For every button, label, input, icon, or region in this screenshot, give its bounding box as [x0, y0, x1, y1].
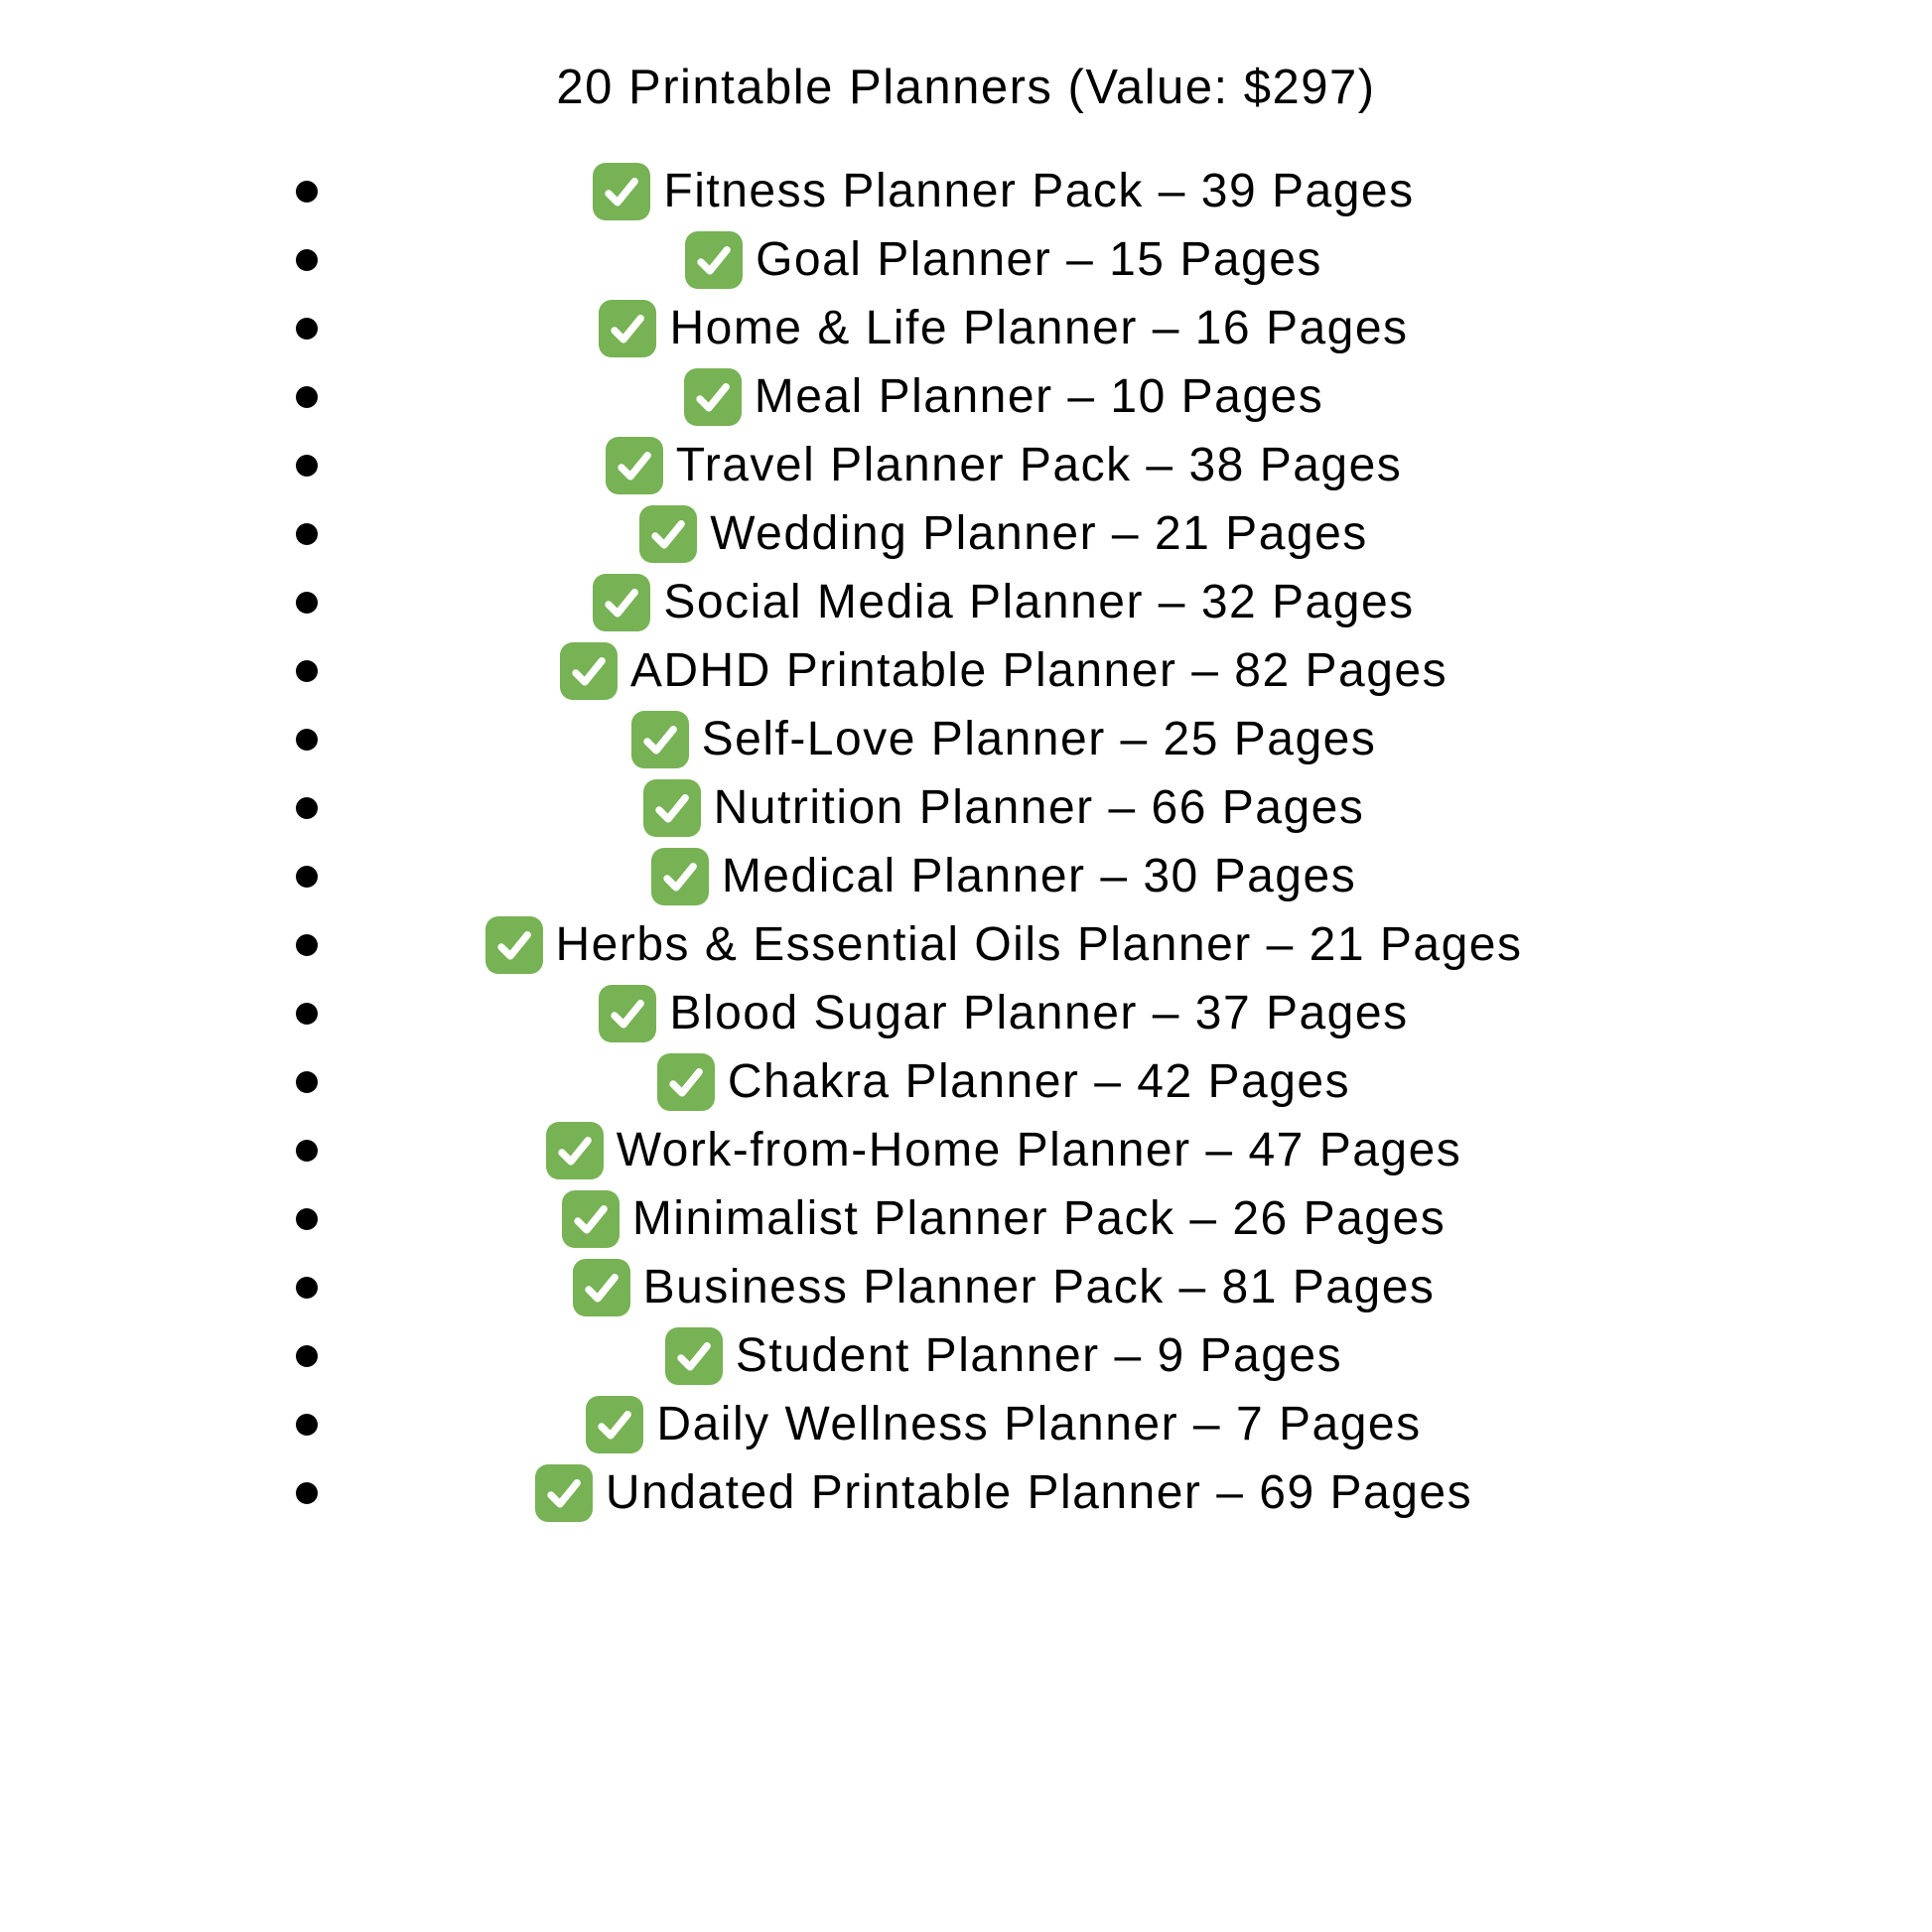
checkmark-icon [657, 1053, 715, 1111]
list-item-content [665, 1326, 1342, 1386]
bullet-marker [296, 1345, 318, 1367]
bullet-marker [296, 1414, 318, 1436]
planner-label: Self-Love Planner – 25 Pages [701, 712, 1377, 765]
checkmark-icon [684, 368, 742, 426]
list-item-content [546, 1121, 1462, 1180]
checkmark-icon [560, 642, 618, 700]
bullet-marker [296, 934, 318, 956]
list-item-content [606, 436, 1403, 495]
checkmark-icon [573, 1259, 630, 1316]
checkmark-icon [631, 711, 689, 768]
list-item [0, 1116, 1932, 1184]
planner-label: Medical Planner – 30 Pages [721, 849, 1357, 902]
bullet-marker [296, 1277, 318, 1299]
list-item [0, 499, 1932, 568]
checkmark-icon [593, 574, 650, 631]
planner-label: ADHD Printable Planner – 82 Pages [629, 643, 1449, 697]
list-item [0, 979, 1932, 1047]
list-item [0, 362, 1932, 431]
planner-label: Meal Planner – 10 Pages [754, 369, 1324, 423]
list-item [0, 431, 1932, 499]
list-item [0, 157, 1932, 225]
page-title: 20 Printable Planners (Value: $297) [556, 61, 1376, 114]
list-item-content [593, 162, 1414, 221]
list-item-content [639, 504, 1368, 564]
checkmark-icon [643, 779, 701, 837]
bullet-marker [296, 249, 318, 271]
checkmark-icon [651, 848, 709, 905]
list-item-content [485, 915, 1523, 975]
checkmark-icon [665, 1327, 723, 1385]
bullet-marker [296, 1208, 318, 1230]
planner-label: Social Media Planner – 32 Pages [663, 575, 1415, 628]
planner-label: Wedding Planner – 21 Pages [710, 506, 1368, 560]
list-item-content [657, 1052, 1350, 1112]
planner-label: Goal Planner – 15 Pages [756, 232, 1322, 286]
bullet-marker [296, 729, 318, 751]
list-item-content [599, 299, 1408, 358]
list-item-content [586, 1395, 1421, 1454]
list-item [0, 1184, 1932, 1253]
bullet-marker [296, 866, 318, 888]
list-item [0, 773, 1932, 842]
list-item-content [684, 367, 1324, 427]
list-item-content [599, 984, 1408, 1043]
bullet-marker [296, 523, 318, 545]
checkmark-icon [685, 231, 743, 289]
checkmark-icon [485, 916, 543, 974]
planner-label: Minimalist Planner Pack – 26 Pages [631, 1191, 1447, 1245]
bullet-marker [296, 1003, 318, 1025]
checkmark-icon [606, 437, 663, 494]
checkmark-icon [546, 1122, 604, 1179]
bullet-marker [296, 592, 318, 614]
bullet-marker [296, 1140, 318, 1162]
bullet-marker [296, 1071, 318, 1093]
list-item-content [560, 641, 1448, 701]
list-item-content [651, 847, 1356, 906]
checkmark-icon [593, 163, 650, 220]
bullet-marker [296, 455, 318, 477]
list-item-content [631, 710, 1377, 769]
list-item [0, 705, 1932, 773]
bullet-marker [296, 797, 318, 819]
planner-list [0, 157, 1932, 1527]
list-item [0, 294, 1932, 362]
list-item-content [685, 230, 1322, 290]
bullet-marker [296, 318, 318, 340]
checkmark-icon [535, 1464, 593, 1522]
planner-label: Travel Planner Pack – 38 Pages [675, 438, 1403, 491]
planner-label: Home & Life Planner – 16 Pages [669, 301, 1409, 354]
list-item [0, 842, 1932, 910]
list-item [0, 910, 1932, 979]
planner-label: Business Planner Pack – 81 Pages [642, 1260, 1436, 1313]
list-item [0, 1253, 1932, 1321]
checkmark-icon [639, 505, 697, 563]
list-item-content [535, 1463, 1472, 1523]
bullet-marker [296, 181, 318, 203]
bullet-marker [296, 386, 318, 408]
checkmark-icon [562, 1190, 620, 1248]
list-item [0, 568, 1932, 636]
planner-label: Herbs & Essential Oils Planner – 21 Pages [555, 917, 1523, 971]
planner-label: Work-from-Home Planner – 47 Pages [616, 1123, 1462, 1176]
planner-label: Undated Printable Planner – 69 Pages [605, 1465, 1473, 1519]
checkmark-icon [599, 985, 656, 1042]
list-item [0, 636, 1932, 705]
planner-label: Fitness Planner Pack – 39 Pages [663, 164, 1415, 217]
list-item [0, 1321, 1932, 1390]
list-item [0, 1458, 1932, 1527]
checkmark-icon [586, 1396, 643, 1453]
planner-label: Nutrition Planner – 66 Pages [713, 780, 1365, 834]
list-item [0, 1047, 1932, 1116]
list-item-content [643, 778, 1365, 838]
bullet-marker [296, 660, 318, 682]
checkmark-icon [599, 300, 656, 357]
list-item-content [573, 1258, 1436, 1317]
planner-label: Blood Sugar Planner – 37 Pages [669, 986, 1409, 1039]
list-item [0, 225, 1932, 294]
list-item-content [562, 1189, 1446, 1249]
list-item [0, 1390, 1932, 1458]
planner-label: Chakra Planner – 42 Pages [727, 1054, 1351, 1108]
planner-label: Student Planner – 9 Pages [735, 1328, 1343, 1382]
bullet-marker [296, 1482, 318, 1504]
planner-label: Daily Wellness Planner – 7 Pages [656, 1397, 1422, 1450]
list-item-content [593, 573, 1414, 632]
